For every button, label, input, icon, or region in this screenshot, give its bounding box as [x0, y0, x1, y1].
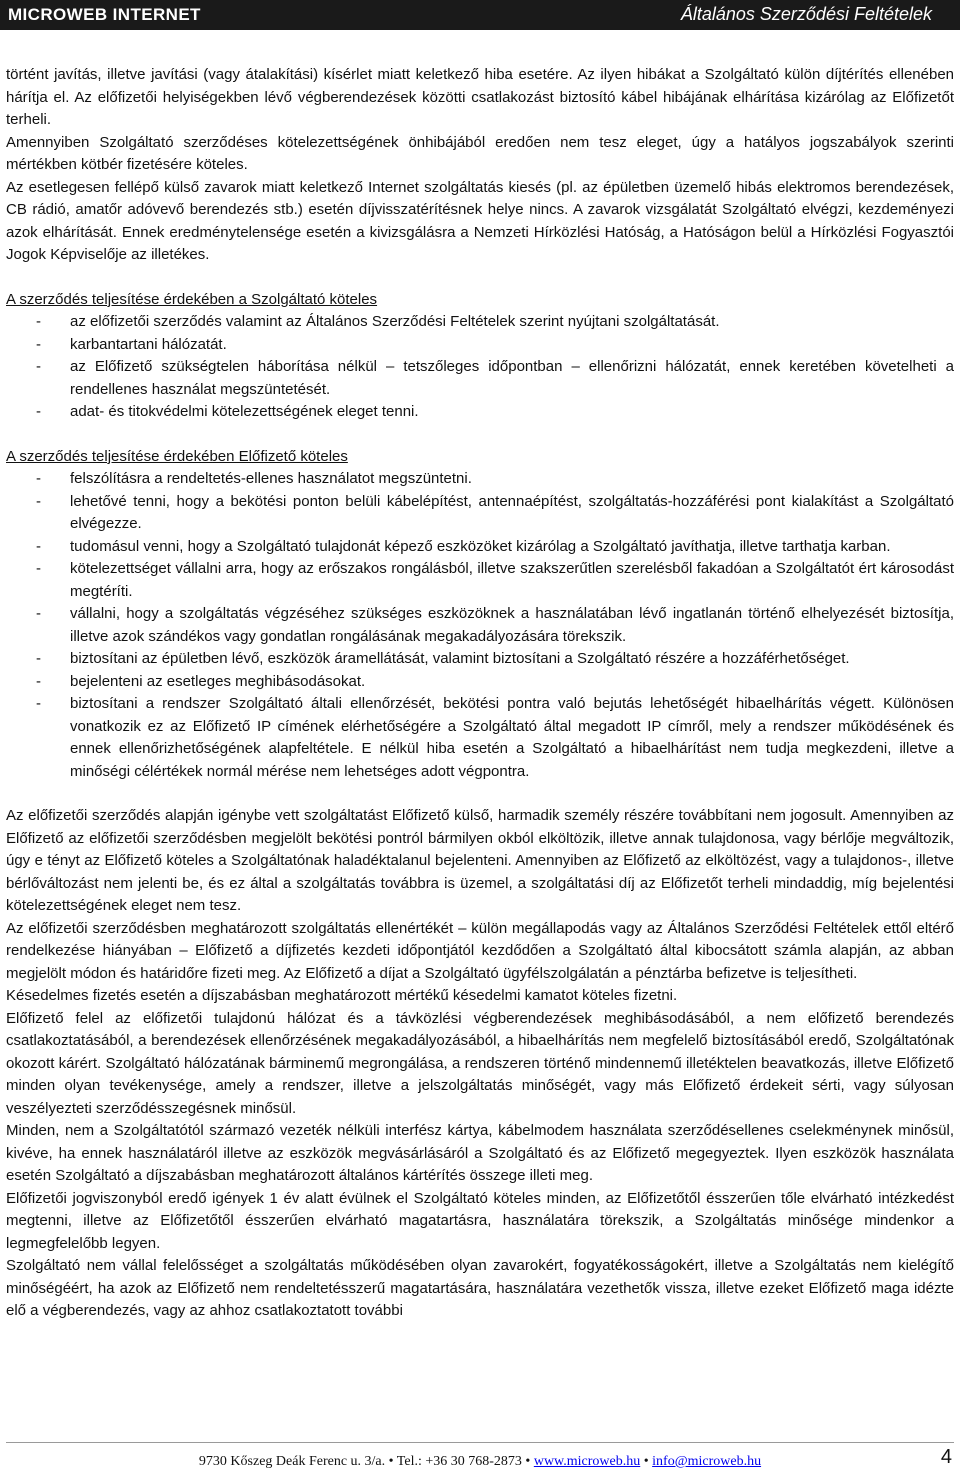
list-item: - felszólításra a rendeltetés-ellenes használatot megszüntetni. — [36, 470, 472, 487]
list-item: - adat- és titokvédelmi kötelezettségének eleget tenni. — [36, 403, 419, 420]
footer-address: 9730 Kőszeg Deák Ferenc u. 3/a. — [198, 1454, 386, 1469]
bullet-separator: • — [525, 1454, 531, 1469]
subscriber-obligations-heading: A szerződés teljesítése érdekében Előfizető köteles — [6, 447, 348, 465]
list-item: - az előfizetői szerződés valamint az Általános Szerződési Feltételek szerint nyújtani szolgáltatását. — [36, 313, 720, 330]
subscriber-obligations-list — [6, 468, 954, 783]
email-link[interactable]: info@microweb.hu — [652, 1454, 762, 1469]
closing-paragraph-3: Késedelmes fizetés esetén a díjszabásban meghatározott mértékű késedelmi kamatot köteles fizetni. — [6, 987, 678, 1004]
closing-paragraph-5: Minden, nem a Szolgáltatótól származó vezeték nélküli interfész kártya, kábelmodem használata szerződésellenes cselekménynek minősül, kivéve, ha ennek használatáról illetve az eszközök megvásárlásáról a Szolgáltató és az Előfizető megegyeztek. Ilyen eszközök használata esetén Szolgáltató a díjszabásban meghatározott általános kártérítés összege illeti meg. — [6, 1122, 954, 1184]
list-item: - az Előfizető szükségtelen háborítása nélkül – tetszőleges időpontban – ellenőrizni hálózatát, ennek keretében követelheti a rendellenes használat megszüntetését. — [36, 358, 954, 398]
closing-paragraph-4: Előfizető felel az előfizetői tulajdonú hálózat és a távközlési végberendezések meghibásodásából, a nem előfizető berendezés csatlakoztatásából, a berendezések ellenőrzésének megakadályozásából, a hibaelhárítás nem megfelelő biztosításából eredő, Szolgáltatónak okozott kárért. Szolgáltató hálózatának bárminemű megrongálása, a rendszeren történő mindennemű illetéktelen beavatkozás, illetve Előfizető minden olyan tevékenysége, amely a rendszer, illetve a jelszolgáltatás minőségét, vagy más Előfizető érdekeit sérti, vagy súlyosan veszélyezteti szerződésszegésnek minősül. — [6, 1009, 954, 1117]
bullet-separator: • — [643, 1454, 649, 1469]
intro-paragraph-1: történt javítás, illetve javítási (vagy átalakítási) kísérlet miatt keletkező hiba esetére. Az ilyen hibákat a Szolgáltató külön díjtérítés ellenében hárítja el. Az előfizetői helyiségekben lévő végberendezések közötti csatlakozást biztosító kábel hibájának elhárítása kizárólag az Előfizetőt terheli. — [6, 66, 954, 128]
website-link[interactable]: www.microweb.hu — [533, 1454, 641, 1469]
closing-paragraph-6: Előfizetői jogviszonyból eredő igények 1 év alatt évülnek el Szolgáltató köteles minden, az Előfizetőtől ésszerűen tőle elvárható intézkedést megtenni, illetve az Előfizetőtől ésszerűen elvárható magatartásra, használatára törekszik, a Szolgáltatás minősége mindenkor a legmegfelelőbb legyen. — [6, 1189, 954, 1252]
document-body — [6, 64, 954, 1323]
page-footer — [0, 1438, 960, 1472]
list-item: - vállalni, hogy a szolgáltatás végzéséhez szükséges eszközöknek a használatában lévő ingatlanán történő elhelyezését biztosítja, illetve azok szándékos vagy gondatlan rongálásának megakadályozására törekszik. — [36, 605, 954, 645]
page-number: 4 — [940, 1446, 952, 1468]
footer-contact — [0, 1451, 960, 1474]
list-item: - biztosítani az épületben lévő, eszközök áramellátását, valamint biztosítani a Szolgáltató részére a hozzáférhetőséget. — [36, 650, 850, 667]
list-item: - kötelezettséget vállalni arra, hogy az erőszakos rongálásból, illetve szakszerűtlen szerelésből fakadóan a Szolgáltatót ért károsodást megtéríti. — [36, 560, 954, 600]
list-item: - tudomásul venni, hogy a Szolgáltató tulajdonát képező eszközöket kizárólag a Szolgáltató javíthatja, illetve tarthatja karban. — [36, 537, 891, 555]
list-item: - bejelenteni az esetleges meghibásodásokat. — [36, 672, 366, 690]
closing-paragraph-1: Az előfizetői szerződés alapján igénybe vett szolgáltatást Előfizető külső, harmadik személy részére továbbítani nem jogosult. Amennyiben az Előfizető az előfizetői szerződésben megjelölt bekötési pontról bármilyen okból elköltözik, illetve annak tulajdonosa, vagy bérlője megváltozik, úgy e tényt az Előfizető köteles a Szolgáltatónak haladéktalanul bejelenteni. Amennyiben az Előfizető az elköltözést, vagy a tulajdonos-, illetve bérlőváltozást nem jelenti be, és ez által a szolgáltatás továbbra is üzemel, a szolgáltatási díj az Előfizetőt terheli mindaddig, míg bejelentési kötelezettségének eleget nem tesz. — [6, 807, 954, 914]
intro-paragraph-2: Amennyiben Szolgáltató szerződéses kötelezettségének önhibájából eredően nem tesz eleget, úgy a hatályos jogszabályok szerinti mértékben kötbér fizetésére köteles. — [6, 133, 954, 173]
bullet-separator: • — [388, 1454, 394, 1469]
intro-paragraph-3: Az esetlegesen fellépő külső zavarok miatt keletkező Internet szolgáltatás kiesés (pl. az épületben üzemelő hibás elektromos berendezések, CB rádió, amatőr adóvevő berendezés stb.) esetén díjvisszatérítésnek helye nincs. A zavarok vizsgálatát Szolgáltató elvégzi, kezdeményezi azok elhárítását. Ennek eredménytelensége esetén a kivizsgálásra a Nemzeti Hírközlési Hatóság, a Hatóságon belül a Hírközlési Fogyasztói Jogok Képviselője az illetékes. — [6, 178, 954, 263]
page-header — [0, 0, 960, 30]
provider-obligations-heading: A szerződés teljesítése érdekében a Szolgáltató köteles — [6, 290, 378, 308]
company-name: MICROWEB INTERNET — [8, 5, 201, 24]
list-item: - karbantartani hálózatát. — [36, 335, 227, 353]
list-item: - biztosítani a rendszer Szolgáltató általi ellenőrzését, bekötési pontra való bejutás lehetőségét hibaelhárítás végett. Különösen vonatkozik ez az Előfizető IP címének elérhetőségére a Szolgáltató által megadott IP címről, mely a rendszer működésének és ennek ellenőrizhetőségének alapfeltétele. E nélkül hiba esetén a Szolgáltató a hibaelhárítást nem tudja megkezdeni, illetve a minőségi célértékek normál mérése nem lehetséges adott végpontra. — [36, 695, 954, 780]
closing-paragraph-7: Szolgáltató nem vállal felelősséget a szolgáltatás működésében olyan zavarokért, fogyatékosságokért, illetve a Szolgáltatás nem kielégítő minőségéért, ha azok az Előfizető nem rendeltetésszerű magatartására, használatára vezethetők vissza, illetve ezeket Előfizető maga idézte elő a végberendezés, vagy az ahhoz csatlakoztatott további — [6, 1257, 954, 1319]
document-title: Általános Szerződési Feltételek — [680, 4, 932, 24]
footer-phone: Tel.: +36 30 768-2873 — [396, 1454, 522, 1469]
provider-obligations-list — [6, 311, 954, 424]
closing-paragraph-2: Az előfizetői szerződésben meghatározott szolgáltatás ellenértékét – külön megállapodás vagy az Általános Szerződési Feltételek ettől eltérő rendelkezése hiányában – Előfizető a díjfizetés kezdeti időpontjától kezdődően a Szolgáltató által kibocsátott számla alapján, az abban megjelölt módon és határidőre fizeti meg. Az Előfizető a díjat a Szolgáltató ügyfélszolgálatán a pénztárba befizetve is teljesítheti. — [6, 919, 954, 982]
footer-divider — [6, 1442, 954, 1443]
list-item: - lehetővé tenni, hogy a bekötési ponton belüli kábelépítést, antennaépítést, szolgáltatás-hozzáférési pont kialakítást a Szolgáltató elvégezze. — [36, 492, 954, 532]
